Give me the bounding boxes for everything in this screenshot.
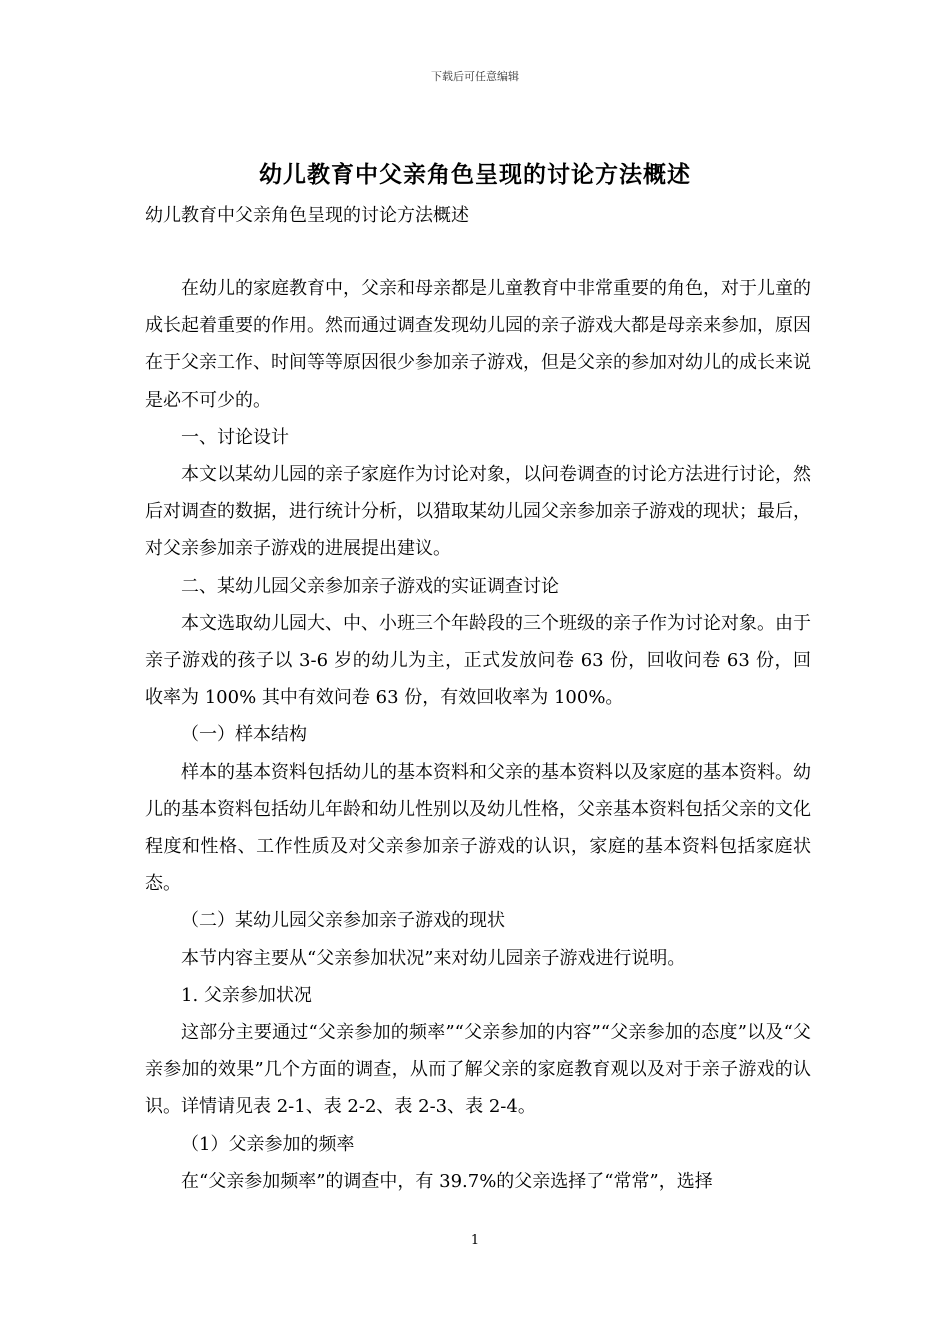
paragraph-frequency: 在“父亲参加频率”的调查中，有 39.7%的父亲选择了“常常”，选择 (181, 1170, 713, 1192)
page-number: 1 (470, 1233, 480, 1248)
paragraph-survey-sample: 本文选取幼儿园大、中、小班三个年龄段的三个班级的亲子作为讨论对象。由于亲子游戏的孩子以 3-6 岁的幼儿为主，正式发放问卷 63 份，回收问卷 63 份，回收率为 100% 其中有效问卷 63 份，有效回收率为 100%。 (145, 612, 811, 709)
section-heading-research-design: 一、讨论设计 (181, 426, 289, 448)
paragraph-research-design: 本文以某幼儿园的亲子家庭作为讨论对象，以问卷调查的讨论方法进行讨论，然后对调查的数据，进行统计分析，以猎取某幼儿园父亲参加亲子游戏的现状；最后，对父亲参加亲子游戏的进展提出建议。 (145, 464, 811, 560)
document-subtitle: 幼儿教育中父亲角色呈现的讨论方法概述 (145, 205, 469, 226)
paragraph-participation-aspects: 这部分主要通过“父亲参加的频率”“父亲参加的内容”“父亲参加的态度”以及“父亲参加的效果”几个方面的调查，从而了解父亲的家庭教育观以及对于亲子游戏的认识。详情请见表 2-1、表 2-2、表 2-3、表 2-4。 (145, 1022, 811, 1118)
document-body (145, 270, 811, 1200)
section-heading-empirical-survey: 二、某幼儿园父亲参加亲子游戏的实证调查讨论 (181, 575, 559, 597)
paragraph-section-overview: 本节内容主要从“父亲参加状况”来对幼儿园亲子游戏进行说明。 (181, 947, 686, 969)
document-title: 幼儿教育中父亲角色呈现的讨论方法概述 (259, 162, 691, 188)
subsection-heading-current-status: （二）某幼儿园父亲参加亲子游戏的现状 (181, 910, 505, 932)
paragraph-intro: 在幼儿的家庭教育中，父亲和母亲都是儿童教育中非常重要的角色，对于儿童的成长起着重要的作用。然而通过调查发现幼儿园的亲子游戏大都是母亲来参加，原因在于父亲工作、时间等等原因很少参加亲子游戏，但是父亲的参加对幼儿的成长来说是必不可少的。 (145, 278, 811, 411)
paragraph-sample-structure: 样本的基本资料包括幼儿的基本资料和父亲的基本资料以及家庭的基本资料。幼儿的基本资料包括幼儿年龄和幼儿性别以及幼儿性格，父亲基本资料包括父亲的文化程度和性格、工作性质及对父亲参加亲子游戏的认识，家庭的基本资料包括家庭状态。 (145, 761, 811, 895)
page-header-note: 下载后可任意编辑 (431, 70, 519, 83)
subsection-heading-frequency: （1）父亲参加的频率 (181, 1133, 355, 1155)
subsection-heading-participation-status: 1. 父亲参加状况 (181, 984, 312, 1006)
subsection-heading-sample-structure: （一）样本结构 (181, 724, 307, 746)
